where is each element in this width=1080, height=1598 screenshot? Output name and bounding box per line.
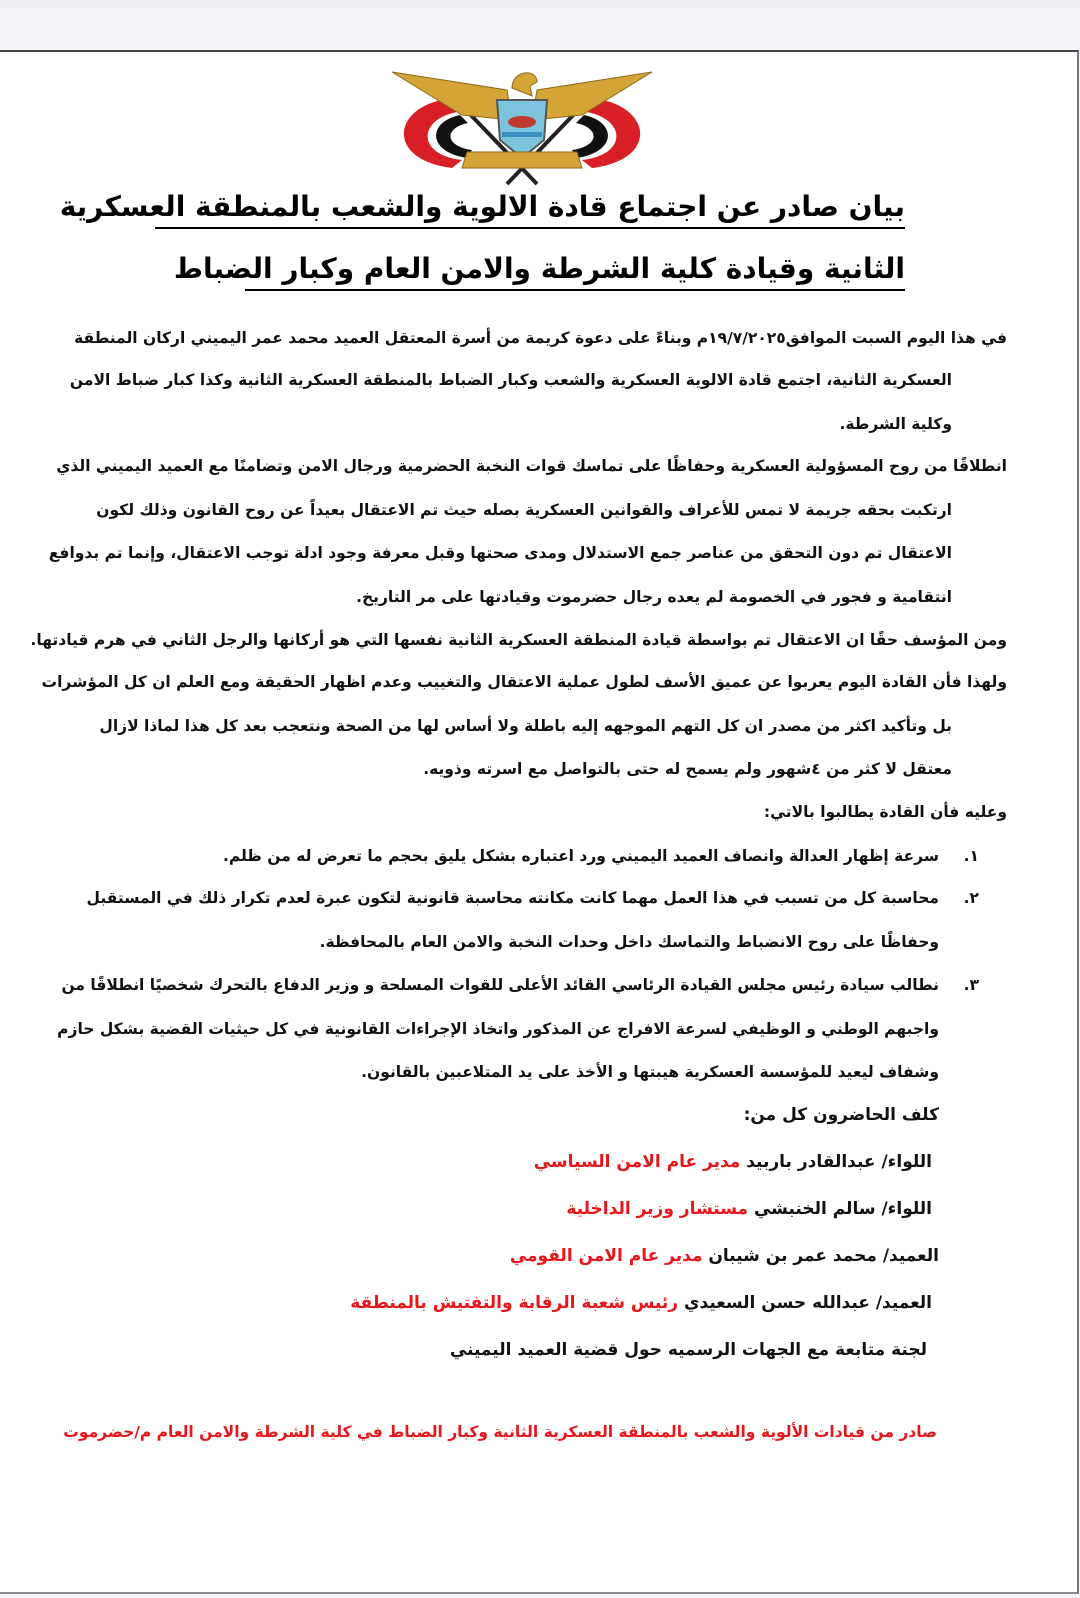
assignee-1 bbox=[534, 1151, 932, 1173]
assignee-role: رئيس شعبة الرقابة والتفتيش بالمنطقة bbox=[350, 1293, 679, 1313]
demand-number: ٢. bbox=[963, 889, 979, 907]
para3-line: ومن المؤسف حقًا ان الاعتقال تم بواسطة قيادة المنطقة العسكرية الثانية نفسها التي هو أركانها والرجل الثاني في هرم قيادتها. bbox=[30, 631, 1007, 649]
assignee-role: مدير عام الامن السياسي bbox=[533, 1152, 741, 1172]
assignee-role: مدير عام الامن القومي bbox=[509, 1246, 703, 1266]
para1-line-1: في هذا اليوم السبت الموافق١٩/٧/٢٠٢٥م وبناءً على دعوة كريمة من أسرة المعتقل العميد محمد عمر اليميني اركان المنطقة bbox=[74, 329, 1007, 347]
demand-text: محاسبة كل من تسبب في هذا العمل مهما كانت مكانته محاسبة قانونية لتكون عبرة لعدم تكرار ذلك في المستقبل bbox=[86, 889, 939, 907]
eagle-emblem-icon bbox=[372, 60, 672, 186]
para1-line-3: وكلية الشرطة. bbox=[839, 415, 952, 433]
assignee-name: اللواء/ سالم الخنبشي bbox=[753, 1199, 932, 1219]
assignee-name: العميد/ عبدالله حسن السعيدي bbox=[683, 1293, 932, 1313]
demand-item-3-line-3: وشفاف ليعيد للمؤسسة العسكرية هيبتها و الأخذ على يد المتلاعبين بالقانون. bbox=[361, 1063, 939, 1081]
para4-line-1: ولهذا فأن القادة اليوم يعربوا عن عميق الأسف لطول عملية الاعتقال والتغييب وعدم اظهار الحقيقة ومع العلم ان كل المؤشرات bbox=[41, 673, 1007, 691]
issuer-footer: صادر من قيادات الألوية والشعب بالمنطقة العسكرية الثانية وكبار الضباط في كلية الشرطة والامن العام م/حضرموت bbox=[63, 1423, 937, 1441]
para2-line-2: ارتكبت بحقه جريمة لا تمس للأعراف والقوانين العسكرية بصله حيث تم الاعتقال بعيداً عن روح القانون وذلك لكون bbox=[96, 501, 952, 519]
demand-number: ١. bbox=[963, 847, 979, 865]
title-line-1: بيان صادر عن اجتماع قادة الالوية والشعب بالمنطقة العسكرية bbox=[155, 189, 905, 229]
demand-text: نطالب سيادة رئيس مجلس القيادة الرئاسي القائد الأعلى للقوات المسلحة و وزير الدفاع بالتحرك شخصيًا انطلاقًا من bbox=[61, 976, 939, 994]
demand-text: سرعة إظهار العدالة وانصاف العميد اليميني ورد اعتباره بشكل يليق بحجم ما تعرض له من ظلم. bbox=[222, 847, 939, 865]
demands-intro: وعليه فأن القادة يطالبوا بالاتي: bbox=[763, 803, 1007, 821]
assignee-3 bbox=[510, 1245, 939, 1267]
demand-item-1 bbox=[223, 845, 979, 867]
assignee-2 bbox=[566, 1198, 932, 1220]
assignee-role: مستشار وزير الداخلية bbox=[566, 1199, 749, 1219]
para2-line-4: انتقامية و فجور في الخصومة لم يعده رجال حضرموت وقيادتها على مر التاريخ. bbox=[356, 588, 952, 606]
para1-line-2: العسكرية الثانية، اجتمع قادة الالوية العسكرية والشعب وكبار الضباط بالمنطقة العسكرية الثانية وكذا كبار ضباط الامن bbox=[69, 371, 952, 389]
demand-item-3-line-2: واجبهم الوطني و الوظيفي لسرعة الافراج عن المذكور واتخاذ الإجراءات القانونية في كل حيثيات القضية بشكل حازم bbox=[57, 1020, 939, 1038]
para4-line-3: معتقل لا كثر من ٤شهور ولم يسمح له حتى بالتواصل مع اسرته وذويه. bbox=[423, 760, 952, 778]
committee-line: لجنة متابعة مع الجهات الرسميه حول قضية العميد اليميني bbox=[449, 1340, 927, 1360]
demand-number: ٣. bbox=[963, 976, 979, 994]
para2-line-1: انطلاقًا من روح المسؤولية العسكرية وحفاظًا على تماسك قوات النخبة الحضرمية ورجال الامن وتضامنًا مع العميد اليميني الذي bbox=[56, 457, 1007, 475]
assignee-4 bbox=[350, 1292, 932, 1314]
assigned-intro: كلف الحاضرون كل من: bbox=[743, 1105, 939, 1125]
assignee-name: العميد/ محمد عمر بن شيبان bbox=[708, 1246, 939, 1266]
top-bar bbox=[0, 0, 1080, 8]
demand-item-2-line-2: وحفاظًا على روح الانضباط والتماسك داخل وحدات النخبة والامن العام بالمحافظة. bbox=[319, 933, 939, 951]
assignee-name: اللواء/ عبدالقادر باربيد bbox=[746, 1152, 932, 1172]
document-page bbox=[0, 50, 1079, 1594]
para2-line-3: الاعتقال تم دون التحقق من عناصر جمع الاستدلال ومدى صحتها وقبل معرفة وجود ادلة توجب الاعتقال، وإنما تم بدوافع bbox=[48, 544, 952, 562]
yemen-emblem bbox=[372, 60, 672, 186]
para4-line-2: بل وتأكيد اكثر من مصدر ان كل التهم الموجهه إليه باطلة ولا أساس لها من الصحة ونتعجب بعد كل هذا لماذا لازال bbox=[99, 717, 952, 735]
demand-item-3 bbox=[61, 974, 979, 996]
demand-item-2 bbox=[87, 887, 979, 909]
title-line-2: الثانية وقيادة كلية الشرطة والامن العام وكبار الضباط bbox=[245, 251, 905, 291]
